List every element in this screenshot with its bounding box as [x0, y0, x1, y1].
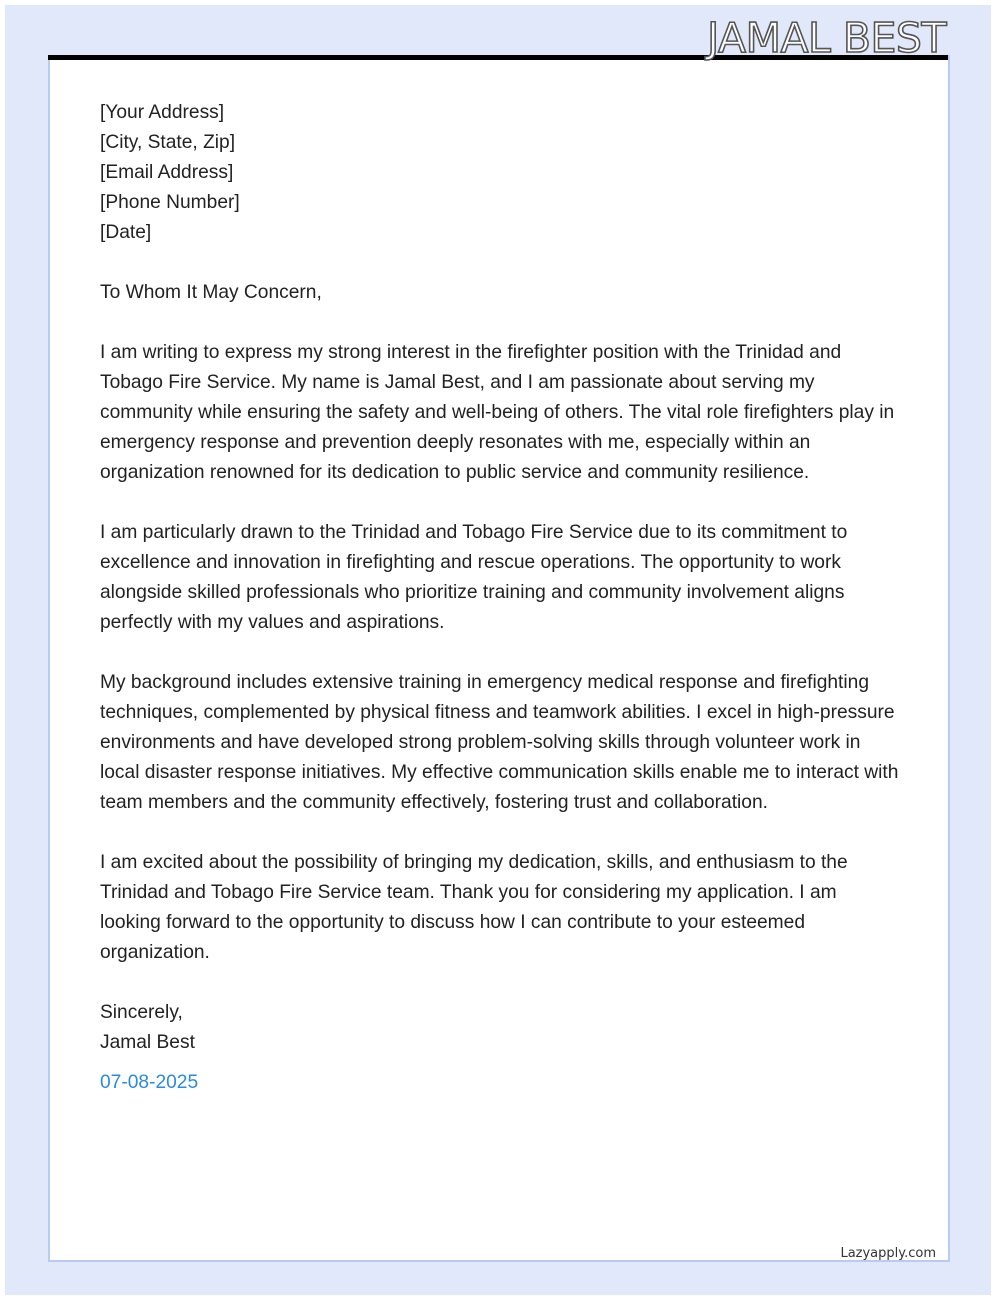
- signature: Jamal Best: [100, 1032, 195, 1053]
- closing: Sincerely,: [100, 1002, 183, 1023]
- city-line: [City, State, Zip]: [100, 132, 236, 153]
- footer-brand: Lazyapply.com: [840, 1246, 936, 1261]
- closing-block: [100, 998, 900, 1058]
- address-block: [100, 98, 900, 248]
- date-line: [Date]: [100, 222, 152, 243]
- letter-date: 07-08-2025: [100, 1072, 199, 1093]
- applicant-name: JAMAL BEST: [707, 14, 946, 62]
- letter-body: [100, 98, 900, 1098]
- paragraph: I am writing to express my strong interest in the firefighter position with the Trinidad and Tobago Fire Service. My name is Jamal Best, and I am passionate about serving my community while ensuring the safety and well-being of others. The vital role firefighters play in emergency response and prevention deeply resonates with me, especially within an organization renowned for its dedication to public service and community resilience.: [100, 342, 895, 483]
- address-line: [Your Address]: [100, 102, 225, 123]
- email-line: [Email Address]: [100, 162, 234, 183]
- phone-line: [Phone Number]: [100, 192, 240, 213]
- paragraph: My background includes extensive training in emergency medical response and firefighting techniques, complemented by physical fitness and teamwork abilities. I excel in high-pressure environments and have developed strong problem-solving skills through volunteer work in local disaster response initiatives. My effective communication skills enable me to interact with team members and the community effectively, fostering trust and collaboration.: [100, 672, 899, 813]
- paragraph: I am particularly drawn to the Trinidad and Tobago Fire Service due to its commitment to excellence and innovation in firefighting and rescue operations. The opportunity to work alongside skilled professionals who prioritize training and community involvement aligns perfectly with my values and aspirations.: [100, 522, 848, 633]
- paragraph: I am excited about the possibility of bringing my dedication, skills, and enthusiasm to the Trinidad and Tobago Fire Service team. Thank you for considering my application. I am looking forward to the opportunity to discuss how I can contribute to your esteemed organization.: [100, 852, 848, 963]
- salutation: To Whom It May Concern,: [100, 282, 322, 303]
